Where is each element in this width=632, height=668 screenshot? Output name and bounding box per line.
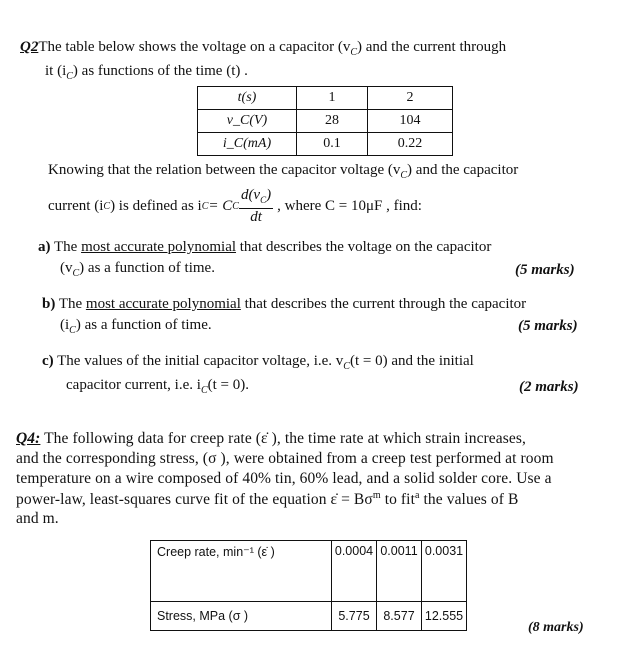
table-header-voltage: v_C(V) <box>198 110 297 133</box>
table-row <box>151 541 467 602</box>
table-cell: 5.775 <box>332 602 377 631</box>
q4-line1: Q4: The following data for creep rate (ε̇ ), the time rate at which strain increases, <box>16 430 526 447</box>
derivative-fraction: $\frac{d(v_C)}{dt}$ <box>240 187 272 225</box>
q4-line4: power-law, least-squares curve fit of the equation ε̇ = $B\sigma^m$ to fit$^a$ the values of B <box>16 490 519 509</box>
table-row <box>151 602 467 631</box>
table-row <box>198 110 453 133</box>
table-cell: 0.0004 <box>332 541 377 602</box>
q2-part-c-line1: c) The values of the initial capacitor voltage, i.e. $v_C(t = 0)$ and the initial <box>42 353 474 372</box>
table-row <box>198 133 453 156</box>
q2-part-c-line2: capacitor current, i.e. $i_C(t = 0)$. <box>66 377 249 396</box>
q2-equation-line: current (i C ) is defined as i C = C C $\frac{d(v_C)}{dt}$ , where C = 10μF , find: <box>48 187 422 225</box>
table-cell: 0.1 <box>297 133 368 156</box>
q4-marks: (8 marks) <box>528 620 584 635</box>
table-header-stress: Stress, MPa (σ ) <box>151 602 332 631</box>
table-cell: 28 <box>297 110 368 133</box>
q2-part-b-marks: (5 marks) <box>518 318 578 334</box>
q4-line2: and the corresponding stress, (σ ), were obtained from a creep test performed at room <box>16 450 554 467</box>
table-cell: 8.577 <box>377 602 422 631</box>
q4-line5: and m. <box>16 510 59 527</box>
q2-data-table <box>197 86 453 156</box>
q2-number: Q2 <box>20 39 39 55</box>
q2-part-c-marks: (2 marks) <box>519 379 579 395</box>
table-cell: 0.0031 <box>422 541 467 602</box>
table-header-creep-rate: Creep rate, min⁻¹ (ε̇ ) <box>151 541 332 602</box>
table-cell: 12.555 <box>422 602 467 631</box>
table-cell: 2 <box>368 87 453 110</box>
table-cell: 0.0011 <box>377 541 422 602</box>
q4-line3: temperature on a wire composed of 40% tin, 60% lead, and a solid solder core. Use a <box>16 470 552 487</box>
q2-part-a-marks: (5 marks) <box>515 262 575 278</box>
q2-part-a-line2: $(v_C)$ as a function of time. <box>60 260 215 279</box>
q2-part-a-line1: a) The most accurate polynomial that describes the voltage on the capacitor <box>38 239 492 255</box>
q2-part-b-line2: $(i_C)$ as a function of time. <box>60 317 212 336</box>
q2-intro-line1: Q2The table below shows the voltage on a capacitor $(v_C)$ and the current through <box>20 39 507 58</box>
q2-intro-line2: it $(i_C)$ as functions of the time (t) . <box>45 63 248 82</box>
q4-data-table <box>150 540 467 631</box>
q2-knowing-line: Knowing that the relation between the capacitor voltage $(v_C)$ and the capacitor <box>48 162 519 181</box>
table-row <box>198 87 453 110</box>
table-cell: 1 <box>297 87 368 110</box>
table-header-current: i_C(mA) <box>198 133 297 156</box>
q4-number: Q4: <box>16 430 41 447</box>
table-header-time: t(s) <box>198 87 297 110</box>
q2-part-b-line1: b) The most accurate polynomial that describes the current through the capacitor <box>42 296 527 312</box>
table-cell: 104 <box>368 110 453 133</box>
table-cell: 0.22 <box>368 133 453 156</box>
